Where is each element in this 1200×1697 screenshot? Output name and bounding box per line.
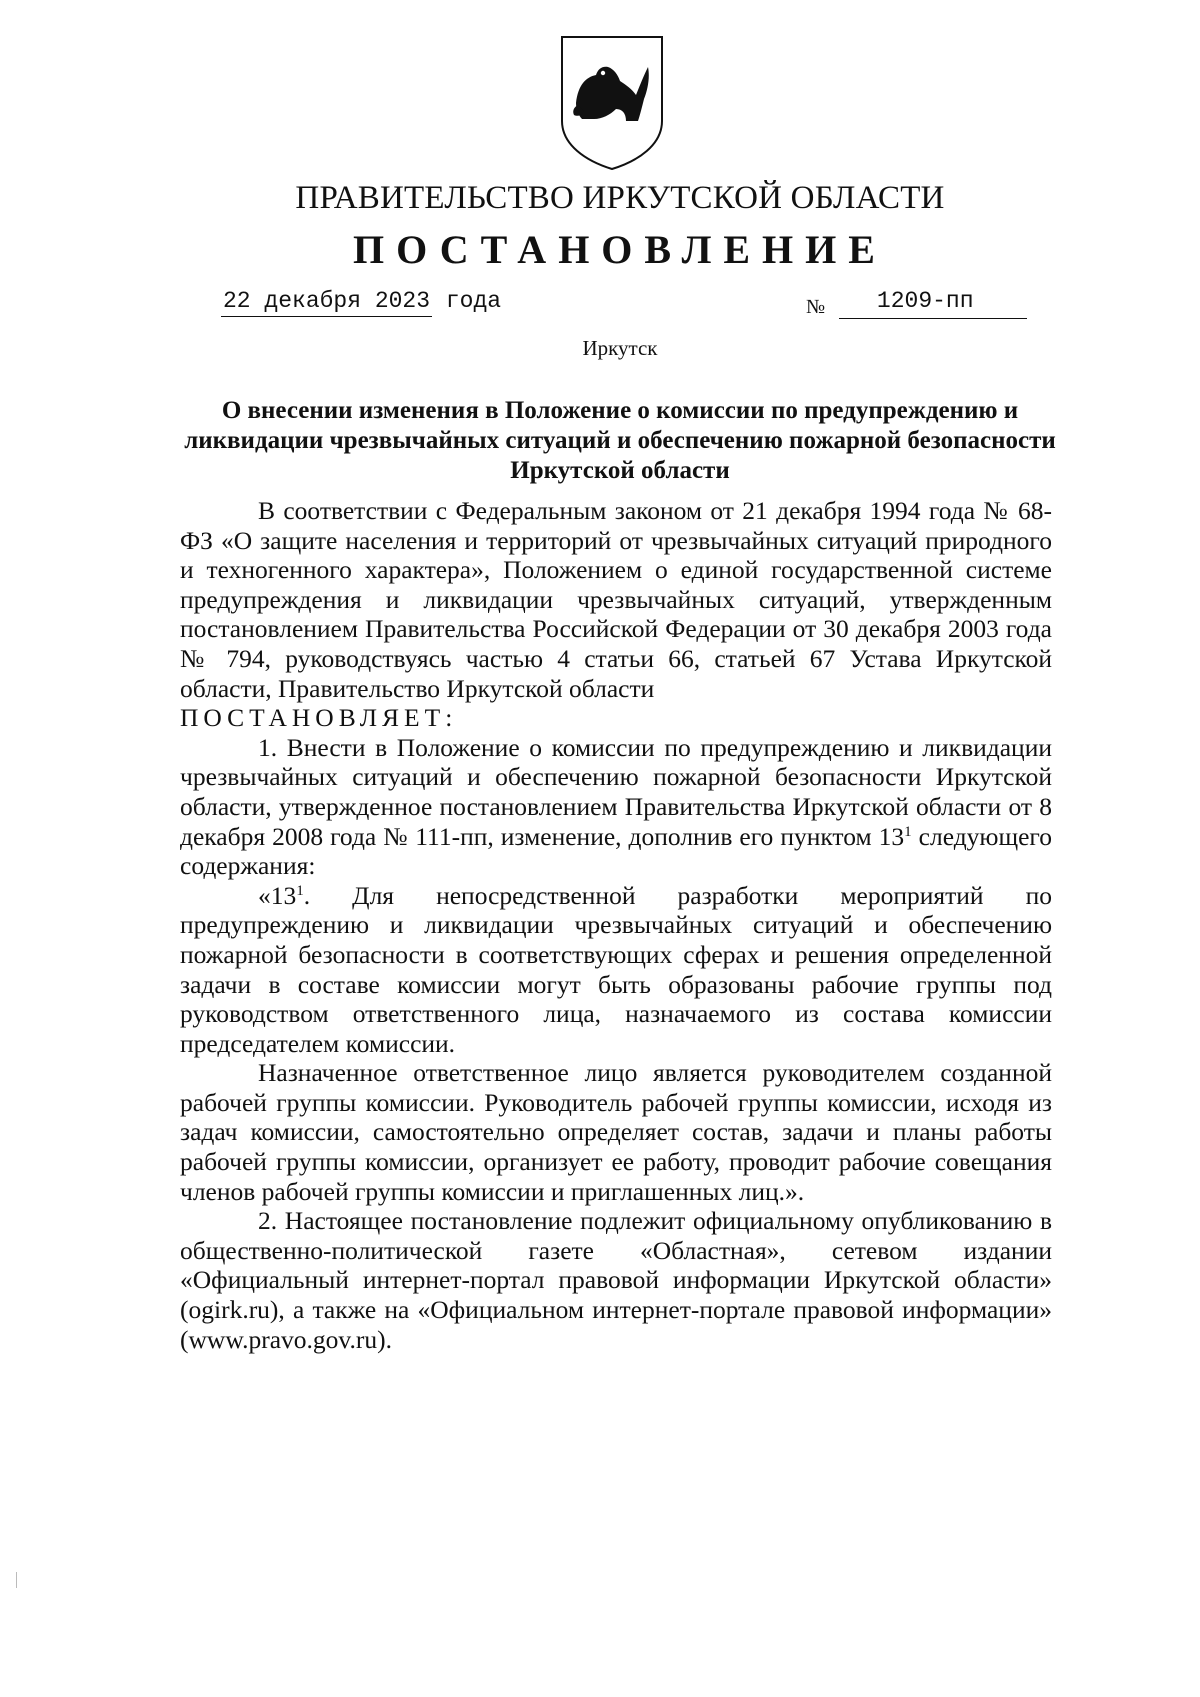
number-value: 1209-пп: [839, 288, 1027, 319]
quote-paragraph-1: [180, 881, 1052, 1059]
document-type: ПОСТАНОВЛЕНИЕ: [353, 227, 887, 272]
number-sign: №: [806, 296, 826, 318]
quote-paragraph-2: Назначенное ответственное лицо является руководителем созданной рабочей группы комиссии. Руководитель рабочей группы комиссии, исходя из задач комиссии, самостоятельно определяет состав, задачи и планы работы рабочей группы комиссии, организует ее работу, проводит рабочие совещания членов рабочей группы комиссии и приглашенных лиц.».: [180, 1058, 1052, 1206]
government-name: ПРАВИТЕЛЬСТВО ИРКУТСКОЙ ОБЛАСТИ: [295, 180, 945, 216]
quote-superscript: 1: [296, 882, 304, 899]
preamble-paragraph: В соответствии с Федеральным законом от 21 декабря 1994 года № 68-ФЗ «О защите населения и территорий от чрезвычайных ситуаций природного и техногенного характера», Положением о единой государственной системе предупреждения и ликвидации чрезвычайных ситуаций, утвержденным постановлением Правительства Российской Федерации от 30 декабря 2003 года № 794, руководствуясь частью 4 статьи 66, статьей 67 Устава Иркутской области, Правительство Иркутской области: [180, 496, 1052, 703]
item-1-tail: следующего содержания:: [180, 821, 1053, 881]
item-2-paragraph: 2. Настоящее постановление подлежит официальному опубликованию в общественно-политической газете «Областная», сетевом издании «Официальный интернет-портал правовой информации Иркутской области» (ogirk.ru), а также на «Официальном интернет-портале правовой информации» (www.pravo.gov.ru).: [180, 1206, 1052, 1354]
document-title: О внесении изменения в Положение о комиссии по предупреждению и ликвидации чрезвычайных ситуаций и обеспечению пожарной безопасности Иркутской области: [184, 397, 1056, 484]
quote-text: . Для непосредственной разработки мероприятий по предупреждению и ликвидации чрезвычайных ситуаций и обеспечению пожарной безопасности в соответствующих сферах и решения определенной задачи в составе комиссии могут быть образованы рабочие группы под руководством ответственного лица, назначаемого из состава комиссии председателем комиссии.: [180, 880, 1052, 1058]
document-body: [180, 496, 1052, 1354]
date-suffix: года: [445, 288, 502, 314]
item-1-superscript: 1: [904, 823, 912, 840]
date-value: 22 декабря 2023: [221, 288, 432, 317]
city: Иркутск: [582, 336, 658, 360]
quote-open: «13: [258, 880, 297, 910]
document-number: [806, 288, 1027, 319]
irkutsk-coat-of-arms-icon: [556, 33, 668, 173]
item-1-text: 1. Внести в Положение о комиссии по предупреждению и ликвидации чрезвычайных ситуаций и обеспечению пожарной безопасности Иркутской области, утвержденное постановлением Правительства Иркутской области от 8 декабря 2008 года № 111-пп, изменение, дополнив его пунктом 13: [180, 732, 1052, 851]
decree-word: ПОСТАНОВЛЯЕТ:: [180, 703, 458, 733]
item-1-paragraph: [180, 733, 1052, 881]
document-date: [221, 288, 501, 317]
scan-margin-mark: [16, 1572, 17, 1588]
